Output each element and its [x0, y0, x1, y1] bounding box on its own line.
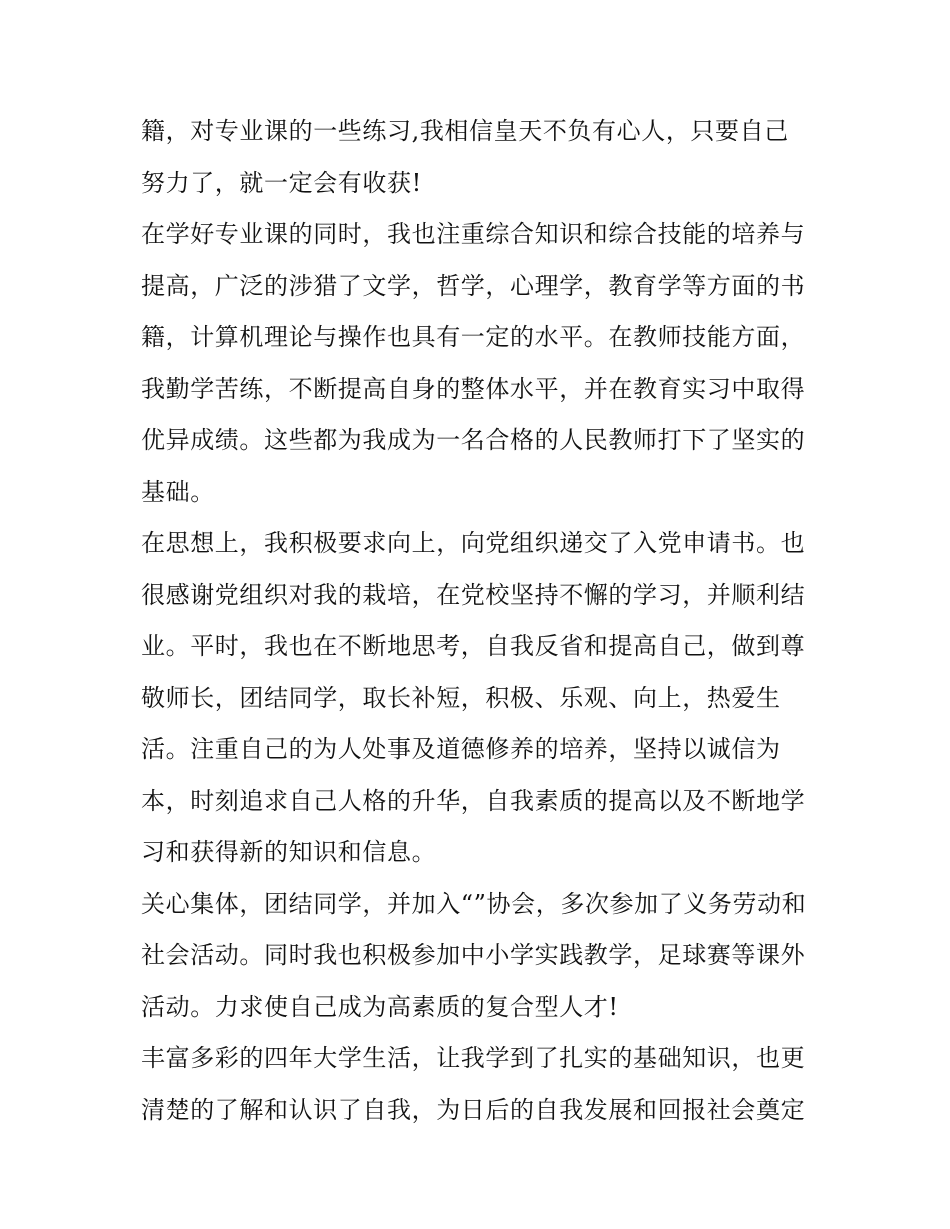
text-line: 业。平时，我也在不断地思考，自我反省和提高自己，做到尊: [141, 632, 806, 660]
text-line: 清楚的了解和认识了自我，为日后的自我发展和回报社会奠定: [141, 1095, 806, 1124]
document-body: [141, 106, 821, 1136]
text-line: 在思想上，我积极要求向上，向党组织递交了入党申请书。也: [141, 529, 806, 557]
text-line: 敬师长，团结同学，取长补短，积极、乐观、向上，热爱生: [141, 683, 781, 712]
text-line: 努力了，就一定会有收获!: [141, 168, 422, 197]
text-line: 活动。力求使自己成为高素质的复合型人才!: [141, 992, 619, 1021]
text-line: 本，时刻追求自己人格的升华，自我素质的提高以及不断地学: [141, 786, 806, 815]
text-line: 活。注重自己的为人处事及道德修养的培养，坚持以诚信为: [141, 735, 781, 763]
text-line: 籍，计算机理论与操作也具有一定的水平。在教师技能方面，: [141, 323, 806, 351]
text-line: 我勤学苦练，不断提高自身的整体水平，并在教育实习中取得: [141, 374, 806, 403]
text-line: 丰富多彩的四年大学生活，让我学到了扎实的基础知识，也更: [141, 1044, 806, 1072]
text-line: 习和获得新的知识和信息。: [141, 838, 437, 866]
text-line: 社会活动。同时我也积极参加中小学实践教学，足球赛等课外: [141, 941, 806, 969]
text-line: 在学好专业课的同时，我也注重综合知识和综合技能的培养与: [141, 220, 806, 248]
text-line: 提高，广泛的涉猎了文学，哲学，心理学，教育学等方面的书: [141, 271, 806, 300]
text-line: 优异成绩。这些都为我成为一名合格的人民教师打下了坚实的: [141, 426, 806, 454]
text-line: 关心集体，团结同学，并加入“”协会，多次参加了义务劳动和: [141, 889, 807, 918]
text-line: 基础。: [141, 477, 215, 506]
text-line: 籍，对专业课的一些练习,我相信皇天不负有心人，只要自己: [141, 117, 789, 145]
text-line: 很感谢党组织对我的栽培，在党校坚持不懈的学习，并顺利结: [141, 580, 806, 609]
